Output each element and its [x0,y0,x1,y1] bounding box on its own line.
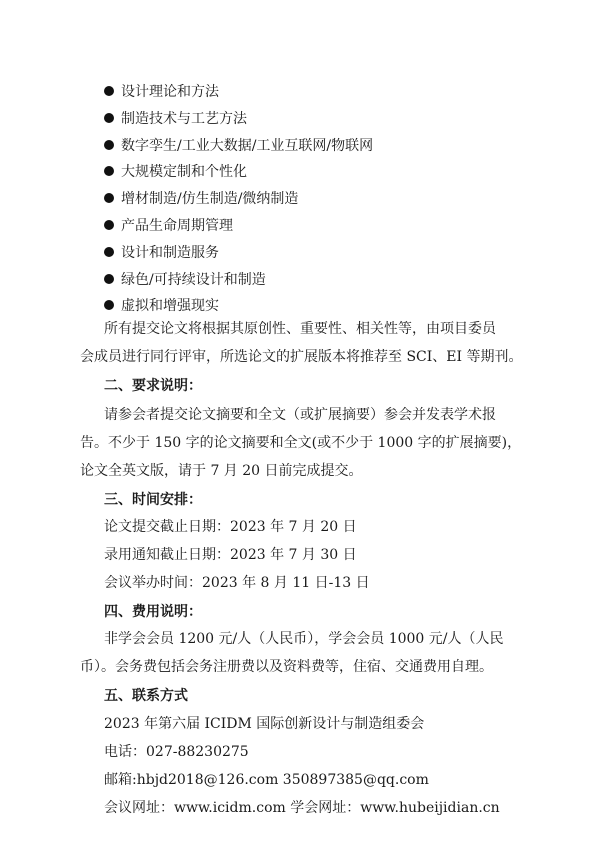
topic-label: 制造技术与工艺方法 [121,110,247,127]
topic-label: 大规模定制和个性化 [121,164,247,181]
fees-line: 非学会会员 1200 元/人（人民币），学会会员 1000 元/人（人民 [104,631,504,647]
topic-label: 增材制造/仿生制造/微纳制造 [121,191,299,208]
list-item [104,292,564,318]
bullet-dot-icon [104,140,114,150]
section-heading-contact: 五、联系方式 [104,688,188,704]
topic-label: 产品生命周期管理 [121,217,233,234]
topic-label: 设计理论和方法 [121,84,219,100]
requirements-line: 告。不少于 150 字的论文摘要和全文(或不少于 1000 字的扩展摘要)， [80,435,522,451]
contact-websites: 会议网址：www.icidm.com 学会网址：www.hubeijidian.cn [104,800,500,816]
list-item [104,239,564,265]
bullet-dot-icon [104,300,114,310]
list-item [104,212,564,238]
topic-label: 设计和制造服务 [121,244,219,261]
organizer-name: 2023 年第六届 ICIDM 国际创新设计与制造组委会 [104,716,425,732]
bullet-dot-icon [104,220,114,230]
schedule-line: 会议举办时间：2023 年 8 月 11 日-13 日 [104,575,370,591]
list-item [104,185,564,211]
requirements-line: 论文全英文版，请于 7 月 20 日前完成提交。 [80,463,363,479]
bullet-dot-icon [104,166,114,176]
topic-label: 绿色/可持续设计和制造 [121,271,266,288]
bullet-dot-icon [104,113,114,123]
review-paragraph-line: 会成员进行同行评审，所选论文的扩展版本将推荐至 SCI、EI 等期刊。 [80,349,523,365]
review-paragraph-line: 所有提交论文将根据其原创性、重要性、相关性等，由项目委员 [104,321,496,337]
bullet-dot-icon [104,247,114,257]
schedule-line: 论文提交截止日期：2023 年 7 月 20 日 [104,519,357,535]
topic-label: 虚拟和增强现实 [121,298,219,315]
list-item [104,266,564,292]
section-heading-requirements: 二、要求说明： [104,378,202,394]
bullet-dot-icon [104,86,114,96]
section-heading-schedule: 三、时间安排： [104,492,202,508]
requirements-line: 请参会者提交论文摘要和全文（或扩展摘要）参会并发表学术报 [104,407,496,423]
section-heading-fees: 四、费用说明： [104,604,202,620]
bullet-dot-icon [104,193,114,203]
topic-list [104,78,564,319]
topic-label: 数字孪生/工业大数据/工业互联网/物联网 [121,137,374,154]
list-item [104,105,564,131]
list-item [104,132,564,158]
fees-line: 币）。会务费包括会务注册费以及资料费等，住宿、交通费用自理。 [80,659,493,675]
contact-phone: 电话：027-88230275 [104,744,249,760]
list-item [104,78,564,104]
contact-email: 邮箱:hbjd2018@126.com 350897385@qq.com [104,772,429,788]
schedule-line: 录用通知截止日期：2023 年 7 月 30 日 [104,547,357,563]
bullet-dot-icon [104,274,114,284]
list-item [104,158,564,184]
